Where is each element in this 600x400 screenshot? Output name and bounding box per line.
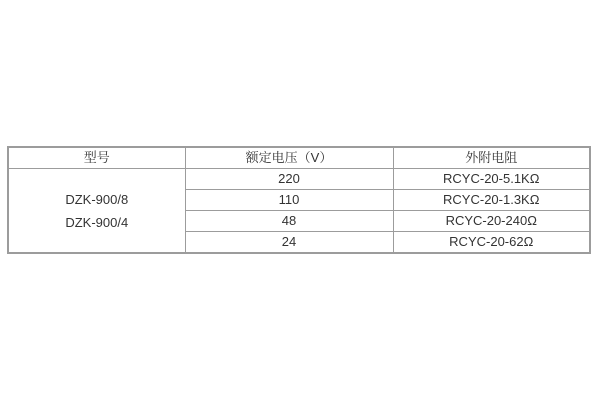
- spec-table-container: [7, 146, 589, 254]
- header-resistor: 外附电阻: [393, 147, 590, 169]
- voltage-cell: 220: [185, 169, 393, 190]
- voltage-cell: 110: [185, 190, 393, 211]
- resistor-cell: RCYC-20-5.1KΩ: [393, 169, 590, 190]
- model-cell: [8, 169, 185, 254]
- header-model: 型号: [8, 147, 185, 169]
- resistor-cell: RCYC-20-1.3KΩ: [393, 190, 590, 211]
- header-row: [8, 147, 590, 169]
- voltage-cell: 24: [185, 232, 393, 254]
- voltage-cell: 48: [185, 211, 393, 232]
- resistor-cell: RCYC-20-240Ω: [393, 211, 590, 232]
- spec-table: [7, 146, 591, 254]
- table-row: [8, 169, 590, 190]
- model-line: DZK-900/8: [65, 191, 129, 207]
- model-line: DZK-900/4: [65, 214, 129, 230]
- header-voltage: 额定电压（V）: [185, 147, 393, 169]
- resistor-cell: RCYC-20-62Ω: [393, 232, 590, 254]
